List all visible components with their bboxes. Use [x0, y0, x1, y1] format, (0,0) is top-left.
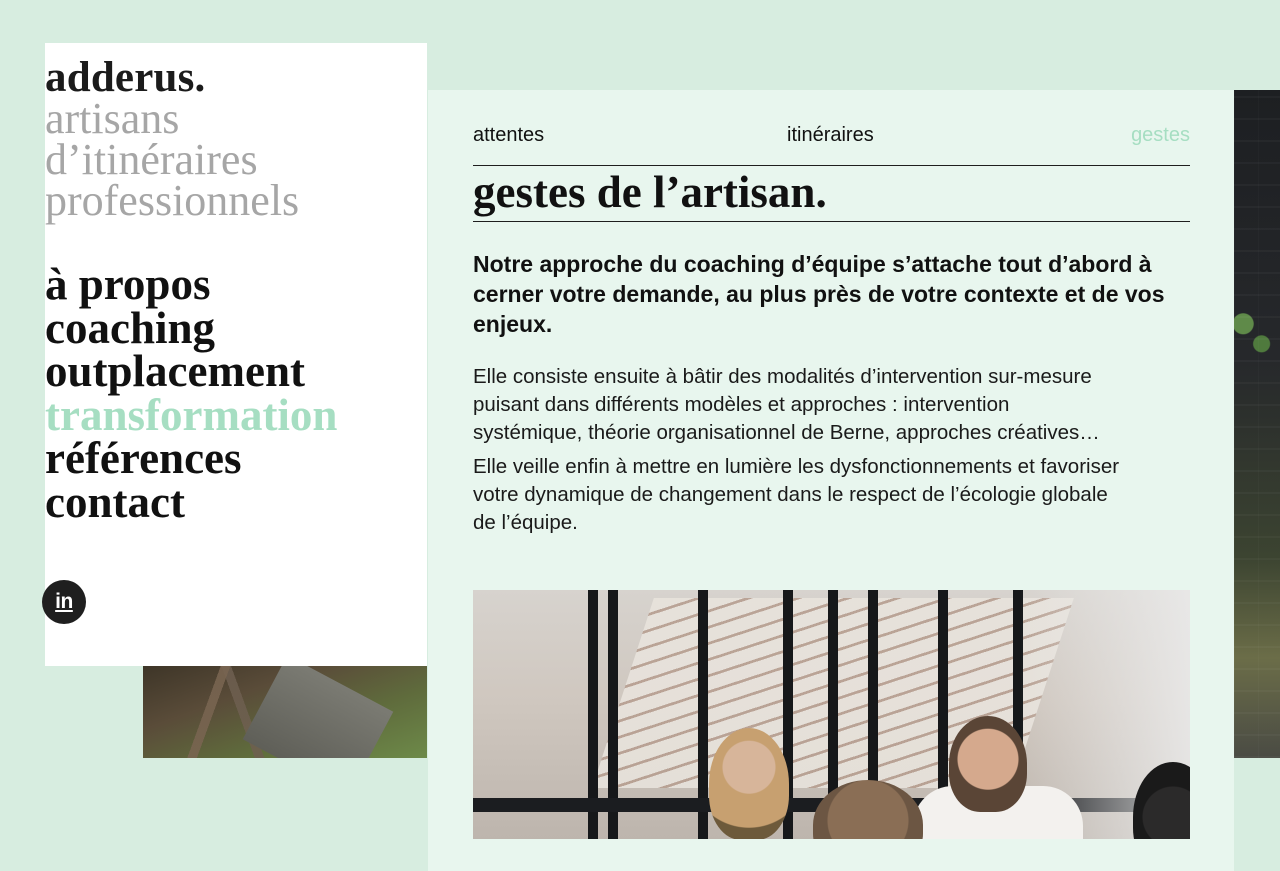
nav-item-outplacement[interactable]: outplacement [45, 346, 305, 396]
linkedin-icon[interactable] [42, 580, 86, 624]
person-man [949, 716, 1027, 812]
body-paragraph-1: Elle consiste ensuite à bâtir des modalités d’intervention sur-mesure puisant dans différents modèles et approches : intervention systémique, théorie organisationnel de Berne, approches créatives… [473, 365, 1100, 444]
stone-slab [243, 660, 394, 758]
nav-item-coaching[interactable]: coaching [45, 302, 216, 353]
sidebar [45, 43, 427, 666]
brick-texture [1234, 90, 1280, 758]
tab-attentes[interactable]: attentes [473, 124, 545, 146]
tab-gestes[interactable]: gestes [1131, 124, 1190, 146]
nav-item-transformation[interactable]: transformation [45, 389, 338, 440]
linkedin-glyph: in [55, 590, 73, 613]
content-inner [473, 90, 1190, 537]
brand-name[interactable]: adderus. [45, 54, 206, 101]
tab-itineraires[interactable]: itinéraires [787, 124, 874, 146]
content-panel [428, 90, 1234, 871]
team-meeting-photo [473, 590, 1190, 839]
main-nav [45, 259, 427, 527]
nav-item-references[interactable]: références [45, 433, 242, 483]
body-paragraph-2: Elle veille enfin à mettre en lumière les dysfonctionnements et favoriser votre dynamique de changement dans le respect de l’écologie globale de l’équipe. [473, 455, 1120, 534]
garden-photo [143, 660, 427, 758]
nav-item-a-propos[interactable]: à propos [45, 259, 211, 309]
section-title: gestes de l’artisan. [473, 166, 1190, 222]
lead-paragraph: Notre approche du coaching d’équipe s’attache tout d’abord à cerner votre demande, au plus près de votre contexte et de vos enjeux. [473, 251, 1165, 337]
section-tabs [473, 90, 1190, 166]
brand-tagline: artisans d’itinéraires professionnels [45, 94, 300, 225]
nav-item-contact[interactable]: contact [45, 476, 185, 527]
person-woman [709, 728, 789, 839]
brick-wall-photo [1234, 90, 1280, 758]
